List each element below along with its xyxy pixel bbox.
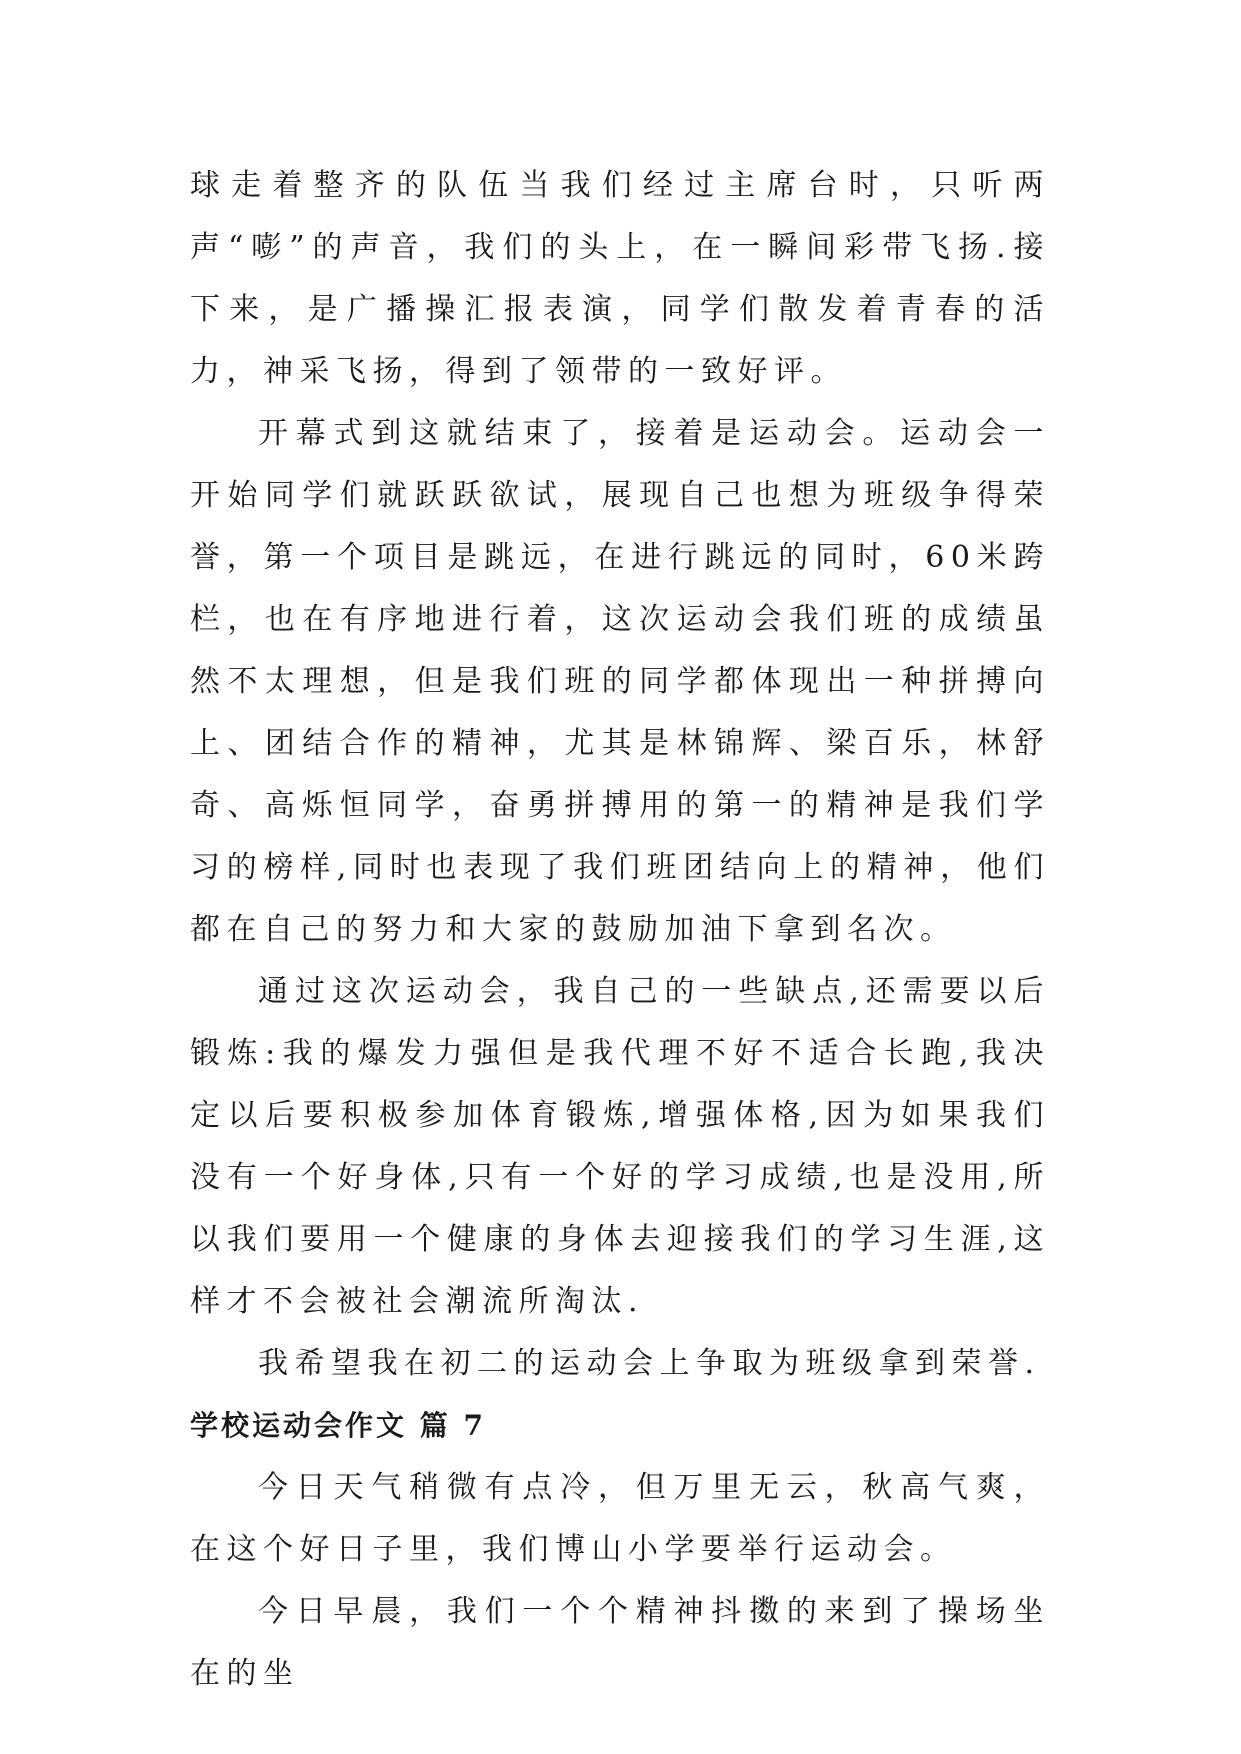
paragraph-hope: 我希望我在初二的运动会上争取为班级拿到荣誉. bbox=[258, 1346, 1041, 1381]
paragraph-weather: 今日天气稍微有点冷，但万里无云，秋高气爽，在这个好日子里，我们博山小学要举行运动会。 bbox=[190, 1470, 1050, 1567]
document-page bbox=[190, 155, 1050, 1705]
paragraph-morning: 今日早晨，我们一个个精神抖擞的来到了操场坐在的坐 bbox=[190, 1594, 1050, 1691]
paragraph-shortcomings: 通过这次运动会，我自己的一些缺点,还需要以后锻炼:我的爆发力强但是我代理不好不适合长跑,我决定以后要积极参加体育锻炼,增强体格,因为如果我们没有一个好身体,只有一个好的学习成绩,也是没用,所以我们要用一个健康的身体去迎接我们的学习生涯,这样才不会被社会潮流所淘汰. bbox=[190, 974, 1050, 1319]
paragraph-opening-ceremony-end: 开幕式到这就结束了，接着是运动会。运动会一开始同学们就跃跃欲试，展现自己也想为班级争得荣誉，第一个项目是跳远，在进行跳远的同时，60米跨栏，也在有序地进行着，这次运动会我们班的成绩虽然不太理想，但是我们班的同学都体现出一种拼搏向上、团结合作的精神，尤其是林锦辉、梁百乐，林舒奇、高烁恒同学，奋勇拼搏用的第一的精神是我们学习的榜样,同时也表现了我们班团结向上的精神，他们都在自己的努力和大家的鼓励加油下拿到名次。 bbox=[190, 416, 1050, 947]
paragraph-continued: 球走着整齐的队伍当我们经过主席台时，只听两声“嘭”的声音，我们的头上，在一瞬间彩带飞扬.接下来，是广播操汇报表演，同学们散发着青春的活力，神采飞扬，得到了领带的一致好评。 bbox=[190, 168, 1050, 389]
section-title: 学校运动会作文 篇 7 bbox=[190, 1409, 486, 1442]
